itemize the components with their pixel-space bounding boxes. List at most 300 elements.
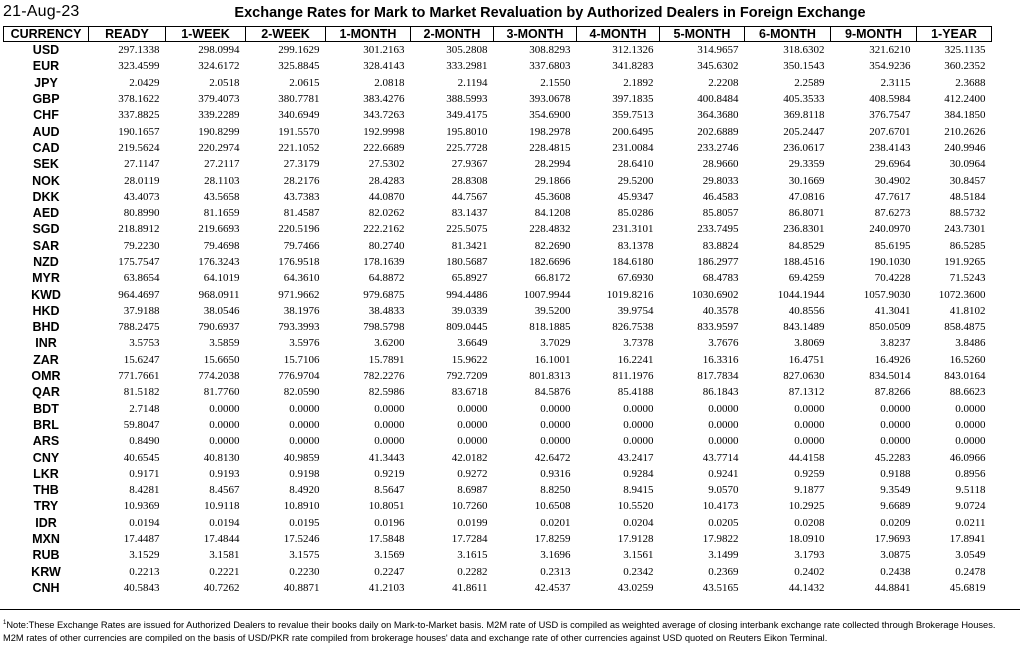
table-row — [4, 498, 992, 514]
currency-code: CNY — [32, 450, 60, 465]
rate-cell: 188.4516 — [783, 256, 825, 268]
rate-cell: 325.8845 — [278, 60, 320, 73]
rate-cell: 28.6410 — [617, 158, 654, 171]
rate-cell: 39.9754 — [617, 304, 654, 317]
rate-cell: 63.8654 — [123, 272, 160, 285]
rate-cell: 1007.9944 — [523, 288, 571, 301]
currency-code: ZAR — [33, 352, 59, 367]
column-header-3-month: 3-MONTH — [494, 27, 577, 42]
rate-cell: 378.1622 — [118, 93, 160, 106]
rate-cell: 27.9367 — [451, 158, 488, 171]
rate-cell: 81.3421 — [451, 239, 488, 252]
rate-cell: 384.1850 — [944, 109, 986, 122]
currency-code: IDR — [35, 515, 57, 530]
rate-cell: 323.4599 — [118, 60, 160, 73]
footnote-marker: 1 — [3, 620, 7, 626]
table-row — [4, 319, 992, 335]
rate-cell: 176.9518 — [278, 256, 320, 268]
rate-cell: 43.0259 — [617, 581, 654, 594]
rate-cell: 28.9660 — [702, 158, 739, 171]
rate-cell: 827.0630 — [783, 370, 825, 383]
rate-cell: 16.3316 — [702, 353, 739, 366]
rate-cell: 3.1581 — [209, 549, 240, 562]
rate-cell: 64.8872 — [368, 272, 405, 285]
rate-cell: 364.3680 — [697, 109, 739, 122]
rate-cell: 312.1326 — [612, 44, 654, 57]
rate-cell: 0.0000 — [209, 402, 240, 415]
currency-code: SEK — [33, 157, 59, 172]
rate-cell: 0.0000 — [708, 402, 739, 415]
rate-cell: 16.4926 — [874, 353, 911, 366]
table-row — [4, 368, 992, 384]
table-row — [4, 547, 992, 563]
rate-cell: 15.7106 — [283, 353, 320, 366]
rate-cell: 30.1669 — [788, 174, 825, 187]
rate-cell: 333.2981 — [446, 60, 488, 73]
rate-cell: 3.0875 — [880, 549, 911, 562]
rate-cell: 0.9188 — [880, 467, 911, 480]
rate-cell: 81.4587 — [283, 207, 320, 220]
currency-code: RUB — [32, 548, 60, 563]
rate-cell: 2.7148 — [129, 402, 160, 415]
rate-cell: 30.8457 — [949, 174, 986, 187]
currency-code: EUR — [32, 59, 60, 74]
rate-cell: 979.6875 — [363, 288, 405, 301]
rate-cell: 10.8051 — [368, 500, 405, 513]
rate-cell: 184.6180 — [612, 256, 654, 268]
table-row — [4, 482, 992, 498]
rate-cell: 0.2438 — [880, 565, 911, 578]
rate-cell: 0.2313 — [540, 565, 571, 578]
rate-cell: 43.4073 — [123, 190, 160, 203]
rate-cell: 45.6819 — [949, 581, 986, 594]
rate-cell: 405.3533 — [783, 93, 825, 106]
rate-cell: 318.6302 — [783, 44, 825, 57]
rate-cell: 79.4698 — [203, 239, 240, 252]
rate-cell: 8.4567 — [209, 484, 240, 497]
rate-cell: 186.2977 — [697, 256, 739, 268]
rate-cell: 0.0000 — [540, 435, 571, 448]
rate-cell: 0.0000 — [880, 418, 911, 431]
rate-cell: 297.1338 — [118, 44, 160, 57]
rate-cell: 0.0205 — [708, 516, 739, 529]
rate-cell: 3.1499 — [708, 549, 739, 562]
rate-cell: 85.8057 — [702, 207, 739, 220]
rate-cell: 79.2230 — [123, 239, 160, 252]
rate-cell: 228.4832 — [529, 223, 571, 236]
rate-cell: 3.7676 — [708, 337, 739, 350]
rate-cell: 301.2163 — [363, 44, 405, 57]
rate-cell: 0.0204 — [623, 516, 654, 529]
rate-cell: 83.1378 — [617, 239, 654, 252]
rate-cell: 0.2342 — [623, 565, 654, 578]
rate-cell: 17.4844 — [203, 533, 240, 546]
rate-cell: 28.2176 — [283, 174, 320, 187]
rate-cell: 40.6545 — [123, 451, 160, 464]
table-row — [4, 303, 992, 319]
rate-cell: 380.7781 — [278, 93, 320, 106]
rate-cell: 16.5260 — [949, 353, 986, 366]
rate-cell: 44.0870 — [368, 190, 405, 203]
rate-cell: 3.1615 — [457, 549, 488, 562]
column-header-6-month: 6-MONTH — [745, 27, 831, 42]
table-header-row — [4, 27, 992, 42]
rate-cell: 9.1877 — [794, 484, 825, 497]
rate-cell: 228.4815 — [529, 141, 571, 154]
rate-cell: 175.7547 — [118, 256, 160, 268]
rate-cell: 43.7383 — [283, 190, 320, 203]
rate-cell: 83.1437 — [451, 207, 488, 220]
table-row — [4, 401, 992, 417]
rate-cell: 182.6696 — [529, 256, 571, 268]
table-row — [4, 286, 992, 302]
rate-cell: 964.4697 — [118, 288, 160, 301]
rate-cell: 29.6964 — [874, 158, 911, 171]
table-row — [4, 433, 992, 449]
rate-cell: 0.2213 — [129, 565, 160, 578]
rate-cell: 64.1019 — [203, 272, 240, 285]
rate-cell: 43.2417 — [617, 451, 654, 464]
rate-cell: 47.7617 — [874, 190, 911, 203]
rate-cell: 38.0546 — [203, 304, 240, 317]
table-row — [4, 58, 992, 74]
rate-cell: 84.1208 — [534, 207, 571, 220]
currency-code: USD — [32, 43, 60, 58]
rate-cell: 0.2402 — [794, 565, 825, 578]
rate-cell: 0.8956 — [955, 467, 986, 480]
rate-cell: 408.5984 — [869, 93, 911, 106]
rate-cell: 0.0000 — [289, 402, 320, 415]
rate-cell: 809.0445 — [446, 321, 488, 334]
rate-cell: 40.8130 — [203, 451, 240, 464]
rate-cell: 2.0429 — [129, 76, 160, 89]
table-row — [4, 238, 992, 254]
rate-cell: 18.0910 — [788, 533, 825, 546]
currency-code: NZD — [33, 255, 59, 269]
rate-cell: 43.5165 — [702, 581, 739, 594]
currency-code: BRL — [33, 417, 59, 432]
currency-code: ARS — [32, 434, 60, 449]
rate-cell: 67.6930 — [617, 272, 654, 285]
rate-cell: 1044.1944 — [777, 288, 825, 301]
table-row — [4, 221, 992, 237]
rate-cell: 86.8071 — [788, 207, 825, 220]
rate-cell: 202.6889 — [697, 125, 739, 138]
rate-cell: 0.0000 — [623, 435, 654, 448]
rate-cell: 191.9265 — [944, 256, 986, 268]
table-row — [4, 107, 992, 123]
rate-cell: 325.1135 — [944, 44, 986, 57]
currency-code: CNH — [32, 580, 60, 595]
currency-code: AUD — [32, 124, 60, 139]
rate-cell: 17.5848 — [368, 533, 405, 546]
rate-cell: 3.1793 — [794, 549, 825, 562]
rate-cell: 87.1312 — [788, 386, 825, 399]
rate-cell: 88.5732 — [949, 207, 986, 220]
rate-cell: 17.5246 — [283, 533, 320, 546]
rate-cell: 298.0994 — [198, 44, 240, 57]
rate-cell: 774.2038 — [198, 370, 240, 383]
rate-cell: 190.8299 — [198, 125, 240, 138]
rate-cell: 40.8871 — [283, 581, 320, 594]
rate-cell: 178.1639 — [363, 256, 405, 268]
rate-cell: 195.8010 — [446, 125, 488, 138]
rate-cell: 858.4875 — [944, 321, 986, 334]
currency-code: BDT — [33, 401, 59, 416]
currency-code: SGD — [32, 222, 60, 237]
rate-cell: 41.2103 — [368, 581, 405, 594]
rate-cell: 8.5647 — [374, 484, 405, 497]
rate-cell: 349.4175 — [446, 109, 488, 122]
currency-code: INR — [35, 336, 57, 351]
rate-cell: 243.7301 — [944, 223, 986, 236]
rate-cell: 70.4228 — [874, 272, 911, 285]
rate-cell: 0.2478 — [955, 565, 986, 578]
rate-cell: 2.0518 — [209, 76, 240, 89]
rate-cell: 39.0339 — [451, 304, 488, 317]
rate-cell: 30.4902 — [874, 174, 911, 187]
rate-cell: 27.1147 — [124, 158, 160, 171]
rate-cell: 792.7209 — [446, 370, 488, 383]
currency-code: HKD — [32, 303, 60, 318]
rate-cell: 190.1030 — [869, 256, 911, 268]
currency-code: THB — [33, 483, 59, 498]
rate-cell: 86.1843 — [702, 386, 739, 399]
rate-cell: 328.4143 — [363, 60, 405, 73]
column-header-ready: READY — [89, 27, 166, 42]
rate-cell: 42.0182 — [451, 451, 488, 464]
rate-cell: 9.0724 — [955, 500, 986, 513]
rate-cell: 0.0000 — [540, 418, 571, 431]
currency-code: AED — [32, 206, 60, 221]
rate-cell: 0.9316 — [540, 467, 571, 480]
rate-cell: 8.4281 — [129, 484, 160, 497]
rate-cell: 10.5520 — [617, 500, 654, 513]
rate-cell: 2.3115 — [880, 76, 911, 89]
currency-code: QAR — [32, 385, 60, 400]
rate-cell: 0.0000 — [794, 402, 825, 415]
rate-cell: 210.2626 — [944, 125, 986, 138]
rate-cell: 798.5798 — [363, 321, 405, 334]
rate-cell: 801.8313 — [529, 370, 571, 383]
rate-cell: 38.4833 — [368, 304, 405, 317]
rate-cell: 40.8556 — [788, 304, 825, 317]
currency-code: KWD — [31, 287, 61, 302]
rate-cell: 2.2589 — [794, 76, 825, 89]
rate-cell: 850.0509 — [869, 321, 911, 334]
rate-cell: 80.2740 — [368, 239, 405, 252]
table-row — [4, 515, 992, 531]
rate-cell: 0.0000 — [374, 402, 405, 415]
rate-cell: 811.1976 — [612, 370, 654, 383]
currency-code: BHD — [32, 320, 60, 335]
rate-cell: 3.5859 — [209, 337, 240, 350]
rate-cell: 354.9236 — [869, 60, 911, 73]
rate-cell: 240.9946 — [944, 141, 986, 154]
table-row — [4, 140, 992, 156]
rate-cell: 2.1194 — [457, 76, 488, 89]
rate-cell: 192.9998 — [363, 125, 405, 138]
exchange-rate-table — [3, 26, 992, 596]
footnote-divider — [0, 609, 1020, 610]
table-row — [4, 449, 992, 465]
table-row — [4, 123, 992, 139]
rate-cell: 0.9272 — [457, 467, 488, 480]
rate-cell: 0.0000 — [289, 418, 320, 431]
rate-cell: 231.3101 — [612, 223, 654, 236]
rate-cell: 238.4143 — [869, 141, 911, 154]
rate-cell: 15.9622 — [451, 353, 488, 366]
rate-cell: 219.5624 — [118, 141, 160, 154]
rate-cell: 0.0000 — [955, 402, 986, 415]
rate-cell: 3.7378 — [623, 337, 654, 350]
rate-cell: 0.0208 — [794, 516, 825, 529]
rate-cell: 3.5753 — [129, 337, 160, 350]
footnote-text: Note:These Exchange Rates are issued for Authorized Dealers to revalue their books daily on Mark-to-Market basis. M2M rate of USD is compiled as weighted average of closing interbank exchange rate collected through Brokerage Houses. M2M rates of other currencies are compiled on the basis of USD/PKR rate compiled from brokerage houses' data and exchange rate of other currencies against USD quoted on Reuters Eikon Terminal. — [3, 620, 996, 644]
rate-cell: 0.2369 — [708, 565, 739, 578]
rate-cell: 16.4751 — [788, 353, 825, 366]
rate-cell: 28.2994 — [534, 158, 571, 171]
rate-cell: 10.9369 — [123, 500, 160, 513]
table-row — [4, 270, 992, 286]
rate-cell: 0.9259 — [794, 467, 825, 480]
rate-cell: 65.8927 — [451, 272, 488, 285]
rate-cell: 776.9704 — [278, 370, 320, 383]
currency-code: KRW — [31, 564, 61, 579]
rate-cell: 0.9171 — [129, 467, 160, 480]
rate-cell: 0.9193 — [209, 467, 240, 480]
rate-cell: 0.0000 — [457, 435, 488, 448]
rate-cell: 44.1432 — [788, 581, 825, 594]
rate-cell: 3.6200 — [374, 337, 405, 350]
rate-cell: 10.8910 — [283, 500, 320, 513]
column-header-1-week: 1-WEEK — [166, 27, 246, 42]
rate-cell: 0.0195 — [289, 516, 320, 529]
rate-cell: 28.1103 — [204, 174, 240, 187]
rate-cell: 9.6689 — [880, 500, 911, 513]
rate-cell: 85.4188 — [617, 386, 654, 399]
rate-cell: 46.4583 — [702, 190, 739, 203]
rate-cell: 3.1569 — [374, 549, 405, 562]
rate-cell: 80.8990 — [123, 207, 160, 220]
rate-cell: 40.9859 — [283, 451, 320, 464]
rate-cell: 45.3608 — [534, 190, 571, 203]
rate-cell: 0.0000 — [794, 418, 825, 431]
rate-cell: 17.7284 — [451, 533, 488, 546]
rate-cell: 88.6623 — [949, 386, 986, 399]
rate-cell: 42.4537 — [534, 581, 571, 594]
rate-cell: 843.1489 — [783, 321, 825, 334]
table-body — [4, 42, 992, 597]
rate-cell: 15.7891 — [368, 353, 405, 366]
rate-cell: 17.9693 — [874, 533, 911, 546]
rate-cell: 233.2746 — [697, 141, 739, 154]
currency-code: OMR — [31, 369, 61, 384]
table-row — [4, 580, 992, 596]
rate-cell: 0.8490 — [129, 435, 160, 448]
column-header-2-month: 2-MONTH — [411, 27, 494, 42]
rate-cell: 83.8824 — [702, 239, 739, 252]
report-title: Exchange Rates for Mark to Market Revaluation by Authorized Dealers in Foreign Exchange — [234, 5, 866, 21]
currency-code: CAD — [32, 140, 60, 155]
rate-cell: 1019.8216 — [606, 288, 654, 301]
rate-cell: 30.0964 — [949, 158, 986, 171]
rate-cell: 220.2974 — [198, 141, 240, 154]
rate-cell: 2.1550 — [540, 76, 571, 89]
rate-cell: 383.4276 — [363, 93, 405, 106]
rate-cell: 2.3688 — [955, 76, 986, 89]
rate-cell: 3.7029 — [540, 337, 571, 350]
rate-cell: 0.9198 — [289, 467, 320, 480]
rate-cell: 0.0199 — [457, 516, 488, 529]
rate-cell: 782.2276 — [363, 370, 405, 383]
rate-cell: 843.0164 — [944, 370, 986, 383]
rate-cell: 0.0000 — [540, 402, 571, 415]
rate-cell: 37.9188 — [123, 304, 160, 317]
rate-cell: 16.2241 — [617, 353, 654, 366]
rate-cell: 2.2208 — [708, 76, 739, 89]
rate-cell: 222.2162 — [363, 223, 405, 236]
rate-cell: 0.2221 — [209, 565, 240, 578]
rate-cell: 400.8484 — [697, 93, 739, 106]
rate-cell: 360.2352 — [944, 60, 986, 73]
table-row — [4, 156, 992, 172]
rate-cell: 0.9241 — [708, 467, 739, 480]
rate-cell: 81.7760 — [203, 386, 240, 399]
rate-cell: 0.0211 — [955, 516, 986, 529]
rate-cell: 236.0617 — [783, 141, 825, 154]
rate-cell: 15.6247 — [123, 353, 160, 366]
rate-cell: 0.0000 — [209, 418, 240, 431]
rate-cell: 771.7661 — [118, 370, 160, 383]
table-row — [4, 205, 992, 221]
rate-cell: 0.0000 — [708, 435, 739, 448]
rate-cell: 40.7262 — [203, 581, 240, 594]
rate-cell: 10.4173 — [702, 500, 739, 513]
rate-cell: 28.0119 — [124, 174, 160, 187]
rate-cell: 388.5993 — [446, 93, 488, 106]
rate-cell: 3.1529 — [129, 549, 160, 562]
rate-cell: 225.5075 — [446, 223, 488, 236]
rate-cell: 0.0196 — [374, 516, 405, 529]
rate-cell: 87.8266 — [874, 386, 911, 399]
rate-cell: 221.1052 — [278, 141, 320, 154]
rate-cell: 17.9822 — [702, 533, 739, 546]
rate-cell: 8.8250 — [540, 484, 571, 497]
column-header-1-year: 1-YEAR — [917, 27, 992, 42]
rate-cell: 3.8069 — [794, 337, 825, 350]
rate-cell: 69.4259 — [788, 272, 825, 285]
rate-cell: 0.0000 — [623, 402, 654, 415]
rate-cell: 41.3041 — [874, 304, 911, 317]
table-row — [4, 335, 992, 351]
currency-code: LKR — [33, 466, 59, 481]
rate-cell: 81.5182 — [123, 386, 160, 399]
rate-cell: 15.6650 — [203, 353, 240, 366]
rate-cell: 379.4073 — [198, 93, 240, 106]
rate-cell: 218.8912 — [118, 223, 160, 236]
rate-cell: 43.7714 — [702, 451, 739, 464]
currency-code: NOK — [32, 173, 60, 188]
rate-cell: 3.1561 — [623, 549, 654, 562]
rate-cell: 85.6195 — [874, 239, 911, 252]
table-row — [4, 384, 992, 400]
rate-cell: 236.8301 — [783, 223, 825, 236]
table-row — [4, 466, 992, 482]
rate-cell: 350.1543 — [783, 60, 825, 73]
rate-cell: 190.1657 — [118, 125, 160, 138]
rate-cell: 27.3179 — [283, 158, 320, 171]
